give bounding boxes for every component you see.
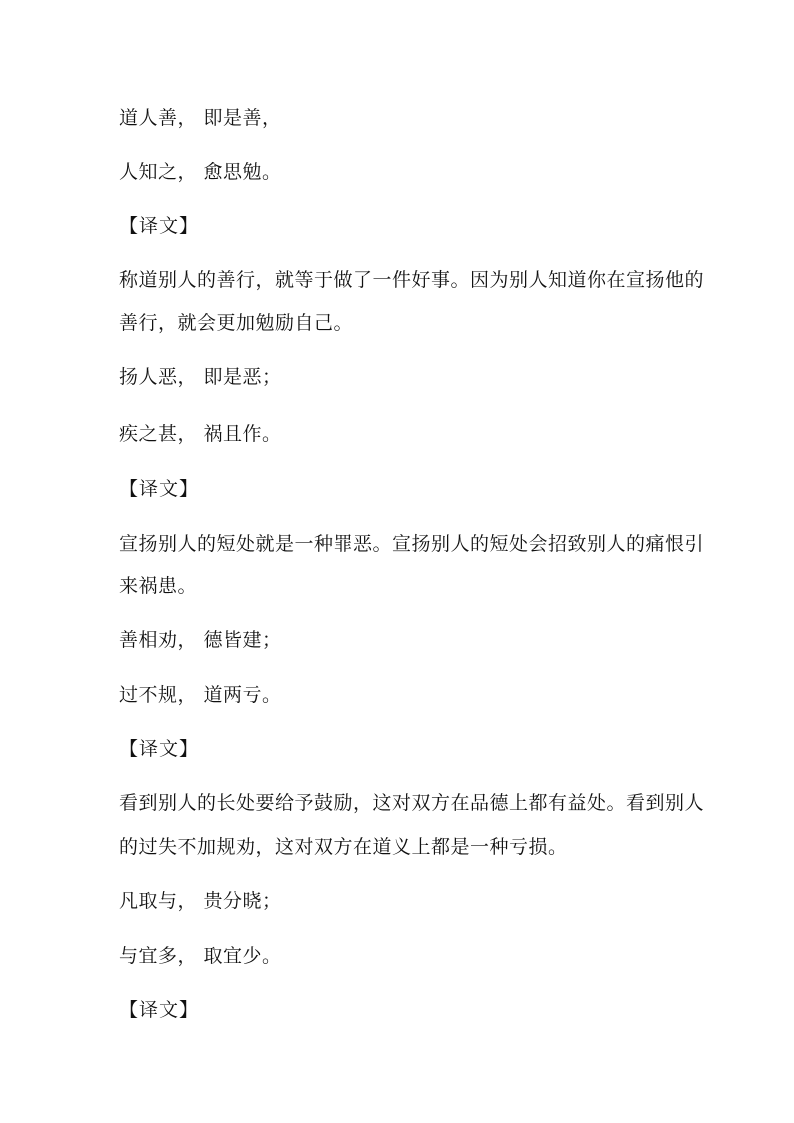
translation-heading: 【译文】 — [119, 999, 200, 1021]
verse-line: 疾之甚， 祸且作。 — [119, 423, 282, 445]
translation-text-line: 善行，就会更加勉励自己。 — [119, 312, 354, 334]
translation-text-line: 看到别人的长处要给予鼓励，这对双方在品德上都有益处。看到别人 — [119, 792, 705, 814]
translation-heading: 【译文】 — [119, 215, 200, 237]
translation-heading: 【译文】 — [119, 478, 200, 500]
translation-text-line: 来祸患。 — [119, 575, 198, 597]
translation-text-line: 宣扬别人的短处就是一种罪恶。宣扬别人的短处会招致别人的痛恨引 — [119, 533, 705, 555]
verse-line: 过不规， 道两亏。 — [119, 684, 282, 706]
verse-line: 与宜多， 取宜少。 — [119, 945, 282, 967]
translation-heading: 【译文】 — [119, 738, 200, 760]
verse-line: 道人善， 即是善， — [119, 107, 282, 129]
verse-line: 人知之， 愈思勉。 — [119, 161, 282, 183]
verse-line: 凡取与， 贵分晓； — [119, 890, 282, 912]
verse-line: 扬人恶， 即是恶； — [119, 366, 282, 388]
verse-line: 善相劝， 德皆建； — [119, 629, 282, 651]
translation-text-line: 的过失不加规劝，这对双方在道义上都是一种亏损。 — [119, 836, 568, 858]
translation-text-line: 称道别人的善行，就等于做了一件好事。因为别人知道你在宣扬他的 — [119, 269, 705, 291]
